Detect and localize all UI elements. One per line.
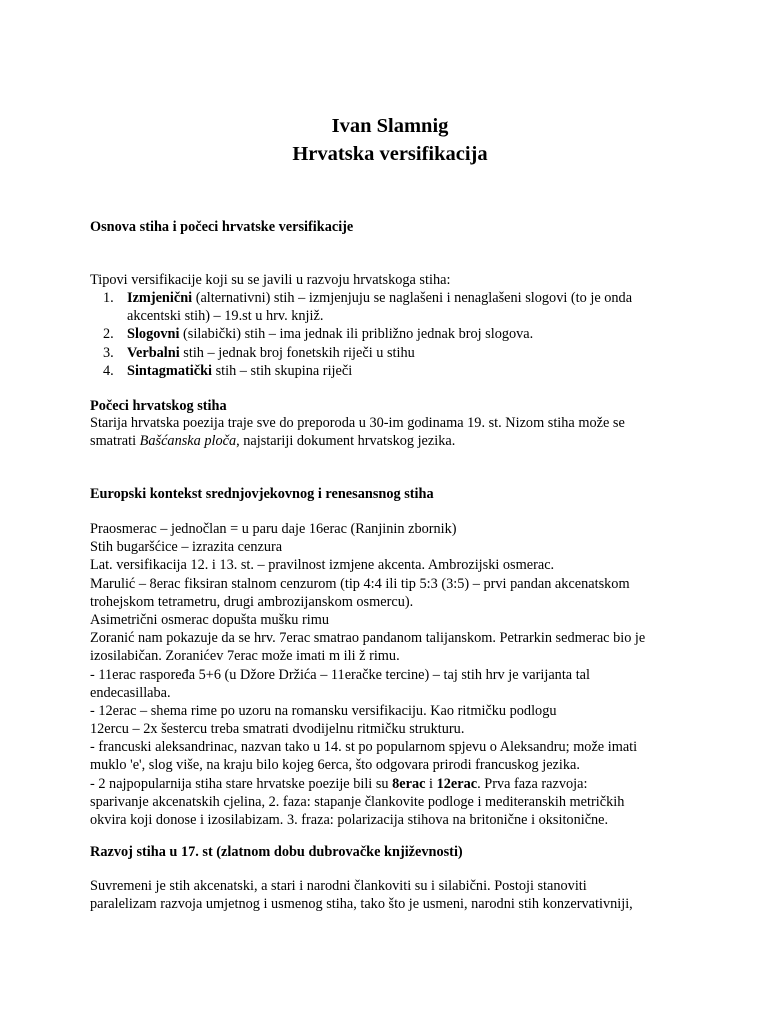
section-heading-17th-century: Razvoj stiha u 17. st (zlatnom dobu dubrovačke književnosti) xyxy=(90,844,463,860)
text-line: - 11erac raspoređa 5+6 (u Džore Držića – 11eračke tercine) – taj stih hrv je varijanta tal xyxy=(90,666,590,683)
text-line: 12ercu – 2x šestercu treba smatrati dvodijelnu ritmičku strukturu. xyxy=(90,721,465,738)
text-line: Praosmerac – jednočlan = u paru daje 16erac (Ranjinin zbornik) xyxy=(90,521,457,537)
subheading-beginnings: Počeci hrvatskog stiha xyxy=(90,398,227,414)
list-item-term: Izmjenični xyxy=(127,290,193,306)
text-line: Marulić – 8erac fiksiran stalnom cenzurom (tip 4:4 ili tip 5:3 (3:5) – prvi pandan akcenatskom xyxy=(90,575,630,592)
versification-types-list xyxy=(90,289,690,380)
european-context-paragraph xyxy=(90,520,710,829)
text-line: Lat. versifikacija 12. i 13. st. – pravilnost izmjene akcenta. Ambrozijski osmerac. xyxy=(90,557,555,574)
intro-text: Tipovi versifikacije koji su se javili u razvoju hrvatskoga stiha: xyxy=(90,272,451,288)
list-item: 3. Verbalni stih – jednak broj fonetskih riječi u stihu xyxy=(103,344,415,361)
text-line: paralelizam razvoja umjetnog i usmenog stiha, tako što je usmeni, narodni stih konzervativniji, xyxy=(90,896,633,913)
list-item-term: Sintagmatički xyxy=(127,362,212,379)
text-line: Zoranić nam pokazuje da se hrv. 7erac smatrao pandanom talijanskom. Petrarkin sedmerac bio je xyxy=(90,630,646,647)
text-line: - francuski aleksandrinac, nazvan tako u 14. st po popularnom spjevu o Aleksandru; može imati xyxy=(90,739,638,756)
emphasis-text: Bašćanska ploča xyxy=(139,433,237,450)
author-name: Ivan Slamnig xyxy=(331,115,449,137)
text-line: Asimetrični osmerac dopušta mušku rimu xyxy=(90,611,330,628)
text-line: izosilabičan. Zoranićev 7erac može imati m ili ž rimu. xyxy=(90,648,400,665)
list-item: 1. Izmjenični (alternativni) stih – izmjenjuju se naglašeni i nenaglašeni slogovi (to je onda akcentski stih) – 19.st u hrv. knjiž. xyxy=(103,290,633,325)
list-item: 4. Sintagmatički stih – stih skupina riječi xyxy=(103,362,353,379)
section-heading-european-context: Europski kontekst srednjovjekovnog i renesansnog stiha xyxy=(90,486,434,502)
text-line: okvira koji donose i izosilabizam. 3. fraza: polarizacija stihova na britonične i oksitonične. xyxy=(90,812,609,828)
list-item-term: Verbalni xyxy=(127,344,180,361)
text-line: Suvremeni je stih akcenatski, a stari i narodni člankoviti su i silabični. Postoji stanoviti xyxy=(90,878,587,894)
section-heading-basics: Osnova stiha i počeci hrvatske versifikacije xyxy=(90,219,354,235)
17th-century-paragraph xyxy=(90,877,710,913)
text-line: - 12erac – shema rime po uzoru na romansku versifikaciju. Kao ritmičku podlogu xyxy=(90,702,557,719)
text-line: trohejskom tetrametru, drugi ambrozijanskom osmercu). xyxy=(90,593,414,610)
document-title: Hrvatska versifikacija xyxy=(292,143,488,165)
text-line: Stih bugaršćice – izrazita cenzura xyxy=(90,539,283,556)
text-line: endecasillaba. xyxy=(90,684,171,701)
text-line: - 2 najpopularnija stiha stare hrvatske poezije bili su 8erac i 12erac. Prva faza razvoja: xyxy=(90,775,588,792)
list-item-term: Slogovni xyxy=(127,326,180,343)
text-line: muklo 'e', slog više, na kraju bilo kojeg 6erca, što odgovara prirodi francuskog jezika. xyxy=(90,757,580,774)
text-line: sparivanje akcenatskih cjelina, 2. faza: stapanje člankovite podloge i mediteranskih metričkih xyxy=(90,793,625,810)
list-item: 2. Slogovni (silabički) stih – ima jednak ili približno jednak broj slogova. xyxy=(103,326,534,343)
beginnings-paragraph: Starija hrvatska poezija traje sve do preporoda u 30-im godinama 19. st. Nizom stiha može se smatrati Bašćanska ploča, najstariji dokument hrvatskog jezika. xyxy=(90,415,625,450)
